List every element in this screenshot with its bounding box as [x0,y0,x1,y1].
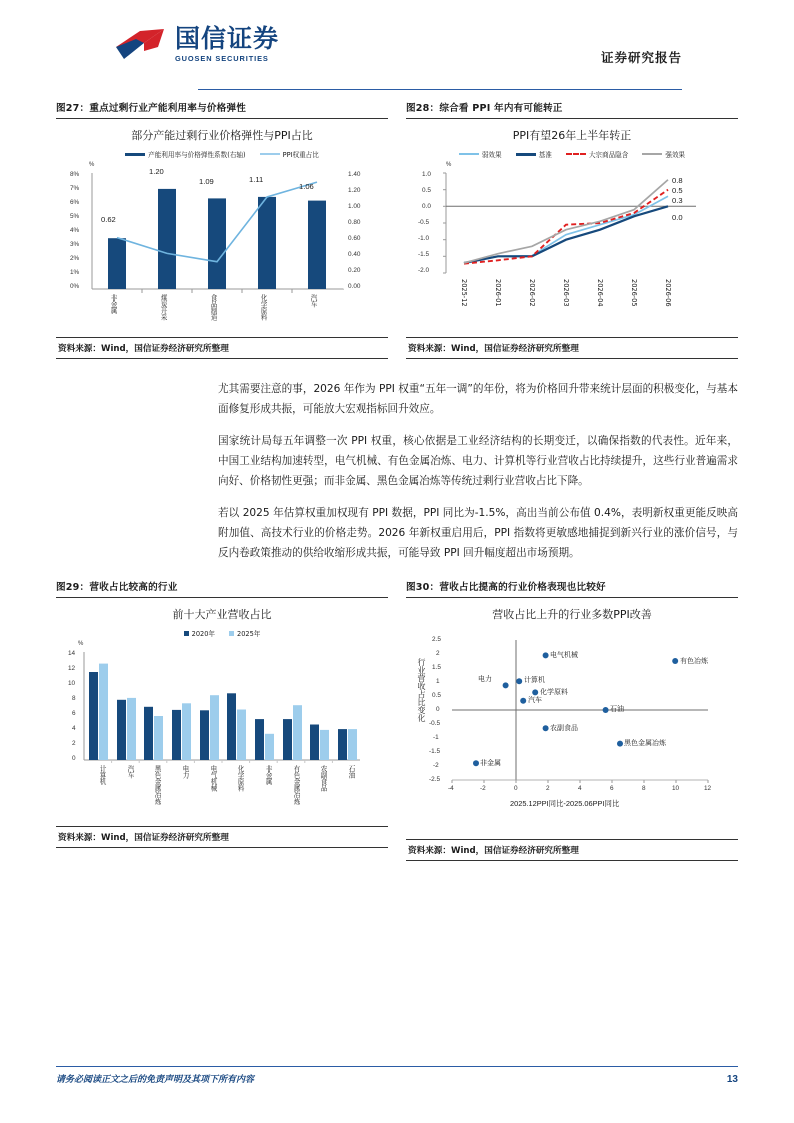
page-footer [56,1066,738,1085]
y-tick: 3% [70,241,80,248]
figure-30-source: 资料来源：Wind，国信证券经济研究所整理 [406,839,738,860]
legend-swatch-strong [642,153,662,155]
x-tick: 12 [704,785,712,792]
y-tick: 12 [68,665,76,672]
end-label: 0.3 [672,196,683,205]
y-tick: 0 [436,706,440,713]
x-category-label: 煤炭开采 [159,294,167,321]
legend-item-commodity [566,149,629,159]
end-label: 0.5 [672,186,683,195]
y-tick: -2 [433,762,439,769]
end-label: 0.8 [672,176,683,185]
point-label: 化学原料 [540,689,568,696]
legend-label-ppi-weight: PPI权重占比 [282,151,319,159]
legend-swatch-lightblue-line [260,153,280,155]
point-label: 电气机械 [550,652,578,659]
data-label: 1.11 [249,175,264,184]
logo-text-cn: 国信证券 [175,24,280,53]
legend-label-2025: 2025年 [237,630,261,638]
x-tick-label: 2026-05 [630,279,638,307]
chart-27-title: 部分产能过剩行业价格弹性与PPI占比 [131,129,313,142]
point-label: 非金属 [480,760,501,767]
figure-27-caption: 图27：重点过剩行业产能利用率与价格弹性 [56,103,247,114]
figure-29-caption: 图29：营收占比较高的行业 [56,582,178,593]
x-tick-label: 2026-03 [562,279,570,307]
y-tick: -1.0 [418,235,430,242]
chart-28-svg [446,173,696,273]
legend-label-weak: 弱效果 [481,151,502,159]
x-category-label: 化学原料 [236,765,244,792]
chart-29-yunit: % [78,641,84,647]
x-category-label: 石油 [347,765,355,779]
x-category-label: 有色金属冶炼 [292,765,300,805]
x-category-label: 电气机械 [209,765,217,792]
y-tick: 2.5 [432,636,441,643]
header-divider [198,89,682,90]
x-category-label: 黑色金属冶炼 [153,765,161,805]
y-tick: 0.0 [422,203,431,210]
y-tick: 2% [70,255,80,262]
y2-tick: 0.60 [348,235,361,242]
y-tick: 14 [68,650,76,657]
y-tick: 1% [70,269,80,276]
y-tick: 2 [72,740,76,747]
y-tick: -1.5 [429,748,441,755]
y-tick: 5% [70,213,80,220]
legend-swatch-navy-line [125,153,145,156]
chart-29-legend [60,628,384,638]
figure-27-source: 资料来源：Wind，国信证券经济研究所整理 [56,337,388,358]
y-tick: -2.5 [429,776,441,783]
y-tick: 0% [70,283,80,290]
end-label: 0.0 [672,213,683,222]
legend-label-2020: 2020年 [191,630,215,638]
x-tick: 6 [610,785,614,792]
figure-29-source: 资料来源：Wind，国信证券经济研究所整理 [56,826,388,847]
paragraph-2: 国家统计局每五年调整一次 PPI 权重，核心依据是工业经济结构的长期变迁，以确保指数的代表性。近年来，中国工业结构加速转型，电气机械、有色金属冶炼、电力、计算机等行业营收占比持续提升，这些行业普遍需求向好、价格韧性更强；而非金属、黑色金属冶炼等传统过剩行业营收占比下降。 [218,435,738,487]
y2-tick: 0.00 [348,283,361,290]
point-label: 石油 [610,706,624,713]
y-tick: 0 [72,755,76,762]
x-tick-label: 2026-06 [664,279,672,307]
x-tick: 0 [514,785,518,792]
legend-item-baseline [516,149,552,159]
chart-29-svg [84,652,360,760]
legend-item-weak [459,149,502,159]
legend-item-2020 [184,628,215,638]
x-tick-label: 2026-02 [528,279,536,307]
y-tick: 4 [72,725,76,732]
y-tick: 10 [68,680,76,687]
chart-28-plot [410,163,734,333]
y2-tick: 0.80 [348,219,361,226]
x-tick: 4 [578,785,582,792]
body-text [218,379,738,563]
legend-item-ppi-weight [260,149,319,159]
figure-28-source: 资料来源：Wind，国信证券经济研究所整理 [406,337,738,358]
x-category-label: 食品制造 [209,294,217,321]
figure-28 [406,100,738,359]
chart-30-plot [410,630,734,835]
chart-30-title: 营收占比上升的行业多数PPI改善 [492,608,652,621]
chart-28-title: PPI有望26年上半年转正 [512,129,632,142]
point-label: 电力 [478,676,492,683]
chart-29-title: 前十大产业营收占比 [172,608,272,621]
legend-label-strong: 强效果 [665,151,686,159]
legend-swatch-baseline [516,153,536,156]
chart-28-legend [410,149,734,159]
x-category-label: 化学原料 [259,294,267,321]
x-tick: -2 [480,785,486,792]
data-label: 1.20 [149,167,164,176]
y-tick: 2 [436,650,440,657]
y2-tick: 1.00 [348,203,361,210]
y-tick: 7% [70,185,80,192]
legend-item-strong [642,149,685,159]
x-category-label: 农副食品 [319,765,327,792]
legend-swatch-2020 [184,631,189,636]
chart-30-xlabel: 2025.12PPI同比-2025.06PPI同比 [510,799,620,808]
point-label: 黑色金属冶炼 [624,740,666,747]
legend-item-elasticity [125,149,245,159]
x-tick-label: 2026-04 [596,279,604,307]
x-category-label: 计算机 [98,765,106,785]
x-tick: 10 [672,785,680,792]
disclaimer-note: 请务必阅读正文之后的免责声明及其项下所有内容 [56,1075,255,1085]
y-tick: -1.5 [418,251,430,258]
company-logo [114,26,279,63]
figure-30 [406,579,738,861]
x-tick: 2 [546,785,550,792]
paragraph-3: 若以 2025 年估算权重加权现有 PPI 数据，PPI 同比为-1.5%，高出当前公布值 0.4%，表明新权重更能反映高附加值、高技术行业的价格走势。2026 年新权重启用后，PPI 指数将更敏感地捕捉到新兴行业的涨价信号，与反内卷政策推动的供给收缩形成共振，可能导致 PPI 回升幅度超出市场预期。 [218,507,738,559]
x-tick: -4 [448,785,454,792]
paragraph-1: 尤其需要注意的事，2026 年作为 PPI 权重“五年一调”的年份，将为价格回升带来统计层面的积极变化，与基本面修复形成共振，可能放大宏观指标回升效应。 [218,383,738,415]
x-category-label: 电力 [181,765,189,779]
y2-tick: 0.20 [348,267,361,274]
y-tick: 1.0 [422,171,431,178]
figure-row-top [56,100,738,359]
x-tick-label: 2026-01 [494,279,502,307]
figure-30-caption: 图30：营收占比提高的行业价格表现也比较好 [406,582,606,593]
y-tick: 0.5 [432,692,441,699]
chart-28-yunit: % [446,162,452,168]
point-label: 农副食品 [550,725,578,732]
figure-28-caption: 图28：综合看 PPI 年内有可能转正 [406,103,563,114]
x-category-label: 非金属 [264,765,272,785]
data-label: 1.06 [299,182,314,191]
y-tick: 4% [70,227,80,234]
legend-swatch-2025 [229,631,234,636]
data-label: 1.09 [199,177,214,186]
x-category-label: 汽车 [309,294,317,308]
point-label: 有色冶炼 [680,658,708,665]
y2-tick: 1.40 [348,171,361,178]
chart-27-yunit: % [89,162,95,168]
page-header [56,0,738,74]
x-tick: 8 [642,785,646,792]
report-type-label: 证券研究报告 [600,50,682,65]
point-label: 计算机 [524,677,545,684]
logo-text-en: GUOSEN SECURITIES [175,54,269,63]
y-tick: -1 [433,734,439,741]
chart-27-plot [60,163,384,333]
chart-27-legend [60,149,384,159]
y-tick: 8 [72,695,76,702]
y-tick: 6 [72,710,76,717]
figure-29 [56,579,388,861]
y-tick: 1 [436,678,440,685]
footer-divider [56,1066,738,1067]
legend-label-baseline: 基准 [538,151,552,159]
y-tick: 8% [70,171,80,178]
figure-27 [56,100,388,359]
x-tick-label: 2025-12 [460,279,468,307]
guosen-logo-icon [114,27,168,63]
page-number: 13 [726,1074,738,1085]
y-tick: -0.5 [418,219,430,226]
y-tick: 1.5 [432,664,441,671]
chart-30-ylabel: 行业营收占比变化 [417,658,426,722]
figure-row-bottom [56,579,738,861]
y2-tick: 0.40 [348,251,361,258]
point-label: 汽车 [528,697,542,704]
y-tick: 6% [70,199,80,206]
x-category-label: 非金属 [109,294,117,314]
data-label: 0.62 [101,215,116,224]
legend-item-2025 [229,628,260,638]
legend-label-commodity: 大宗商品隐含 [588,151,629,159]
y2-tick: 1.20 [348,187,361,194]
legend-swatch-weak [459,153,479,155]
x-category-label: 汽车 [126,765,134,779]
y-tick: 0.5 [422,187,431,194]
legend-label-elasticity: 产能利用率与价格弹性系数(右轴) [148,151,246,159]
y-tick: -2.0 [418,267,430,274]
y-tick: -0.5 [429,720,441,727]
legend-swatch-commodity [566,153,586,155]
chart-29-plot [60,642,384,822]
